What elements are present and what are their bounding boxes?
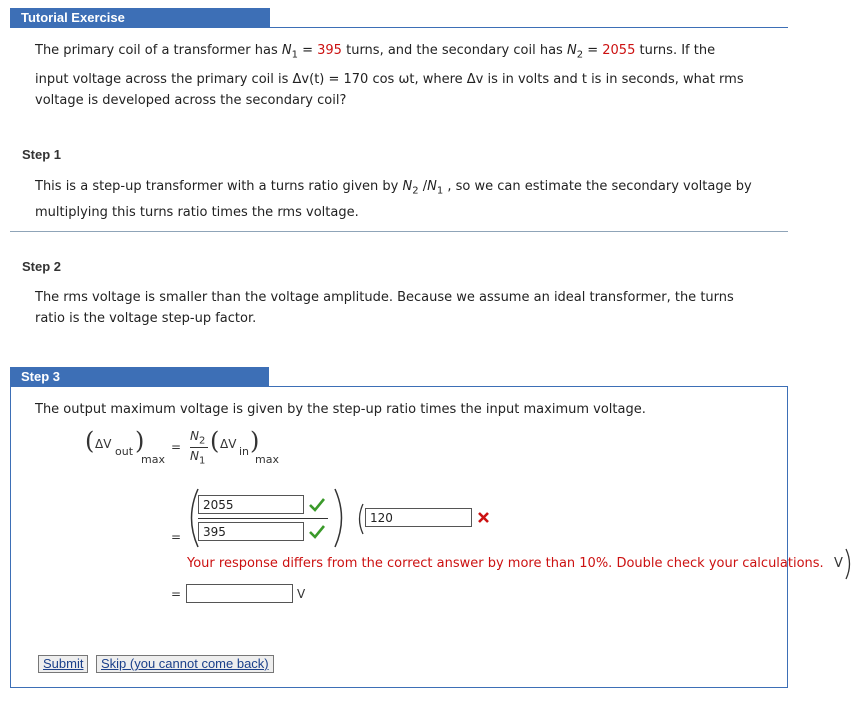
feedback-unit: V: [834, 556, 843, 571]
problem-text: [35, 40, 795, 111]
problem-line-3: voltage is developed across the secondary coil?: [35, 92, 347, 108]
step3-equals-3: =: [171, 587, 182, 601]
problem-line-2: input voltage across the primary coil is Δv(t) = 170 cos ωt, where Δv is in volts and t is in seconds, what rms: [35, 71, 744, 87]
formula-n2: $N_2$: [190, 429, 206, 447]
big-right-paren: [330, 487, 350, 549]
skip-button[interactable]: Skip (you cannot come back): [96, 655, 274, 673]
denominator-input[interactable]: [198, 522, 304, 541]
formula-left-paren: (: [85, 427, 95, 455]
fraction-bar: [198, 518, 328, 519]
formula-fraction-bar: [190, 447, 208, 448]
step2-title: Step 2: [22, 259, 62, 274]
submit-button[interactable]: Submit: [38, 655, 88, 673]
final-answer-input[interactable]: [186, 584, 293, 603]
formula-max-sub-2: max: [255, 453, 279, 466]
n2-value: 2055: [602, 43, 636, 58]
n1-value: 395: [317, 43, 342, 58]
formula-right-close: ): [250, 427, 260, 455]
feedback-close-paren: [843, 548, 855, 580]
step1-divider: [10, 231, 788, 232]
numerator-input[interactable]: [198, 495, 304, 514]
vin-input[interactable]: [365, 508, 472, 527]
step3-equals-2: =: [171, 530, 182, 544]
formula-dv-out: ΔV: [95, 437, 112, 451]
formula: [85, 425, 305, 475]
formula-n1: $N_1$: [190, 449, 206, 467]
step3-intro: The output maximum voltage is given by the step-up ratio times the input maximum voltage.: [35, 402, 646, 417]
step1-title: Step 1: [22, 147, 62, 162]
step3-header: Step 3: [10, 367, 269, 387]
answer-unit: V: [297, 587, 306, 601]
formula-left-close: ): [135, 427, 145, 455]
feedback-message: Your response differs from the correct answer by more than 10%. Double check your calculations.: [187, 556, 824, 571]
formula-max-sub-1: max: [141, 453, 165, 466]
formula-in-sub: in: [239, 445, 250, 458]
problem-line-1: The primary coil of a transformer has $N_1 = 395$ turns, and the secondary coil has $N_2 = 2055$ turns. If the: [35, 43, 716, 61]
formula-equals: =: [171, 440, 182, 454]
header-rule: [10, 27, 788, 28]
formula-right-paren: (: [210, 427, 220, 455]
step1-line-2: multiplying this turns ratio times the rms voltage.: [35, 204, 359, 220]
numerator-check-icon: [309, 498, 325, 512]
formula-dv-in: ΔV: [220, 437, 237, 451]
step2-line-2: ratio is the voltage step-up factor.: [35, 311, 257, 326]
vin-cross-icon: [477, 511, 490, 524]
step2-text: [35, 287, 795, 329]
step1-text: [35, 176, 795, 223]
tutorial-header: Tutorial Exercise: [10, 8, 270, 28]
formula-out-sub: out: [115, 445, 134, 458]
step1-line-1: This is a step-up transformer with a turns ratio given by $N_2$ $/N_1$ , so we can estimate the secondary voltage by: [35, 179, 752, 197]
denominator-check-icon: [309, 525, 325, 539]
step2-line-1: The rms voltage is smaller than the voltage amplitude. Because we assume an ideal transformer, the turns: [35, 290, 734, 305]
